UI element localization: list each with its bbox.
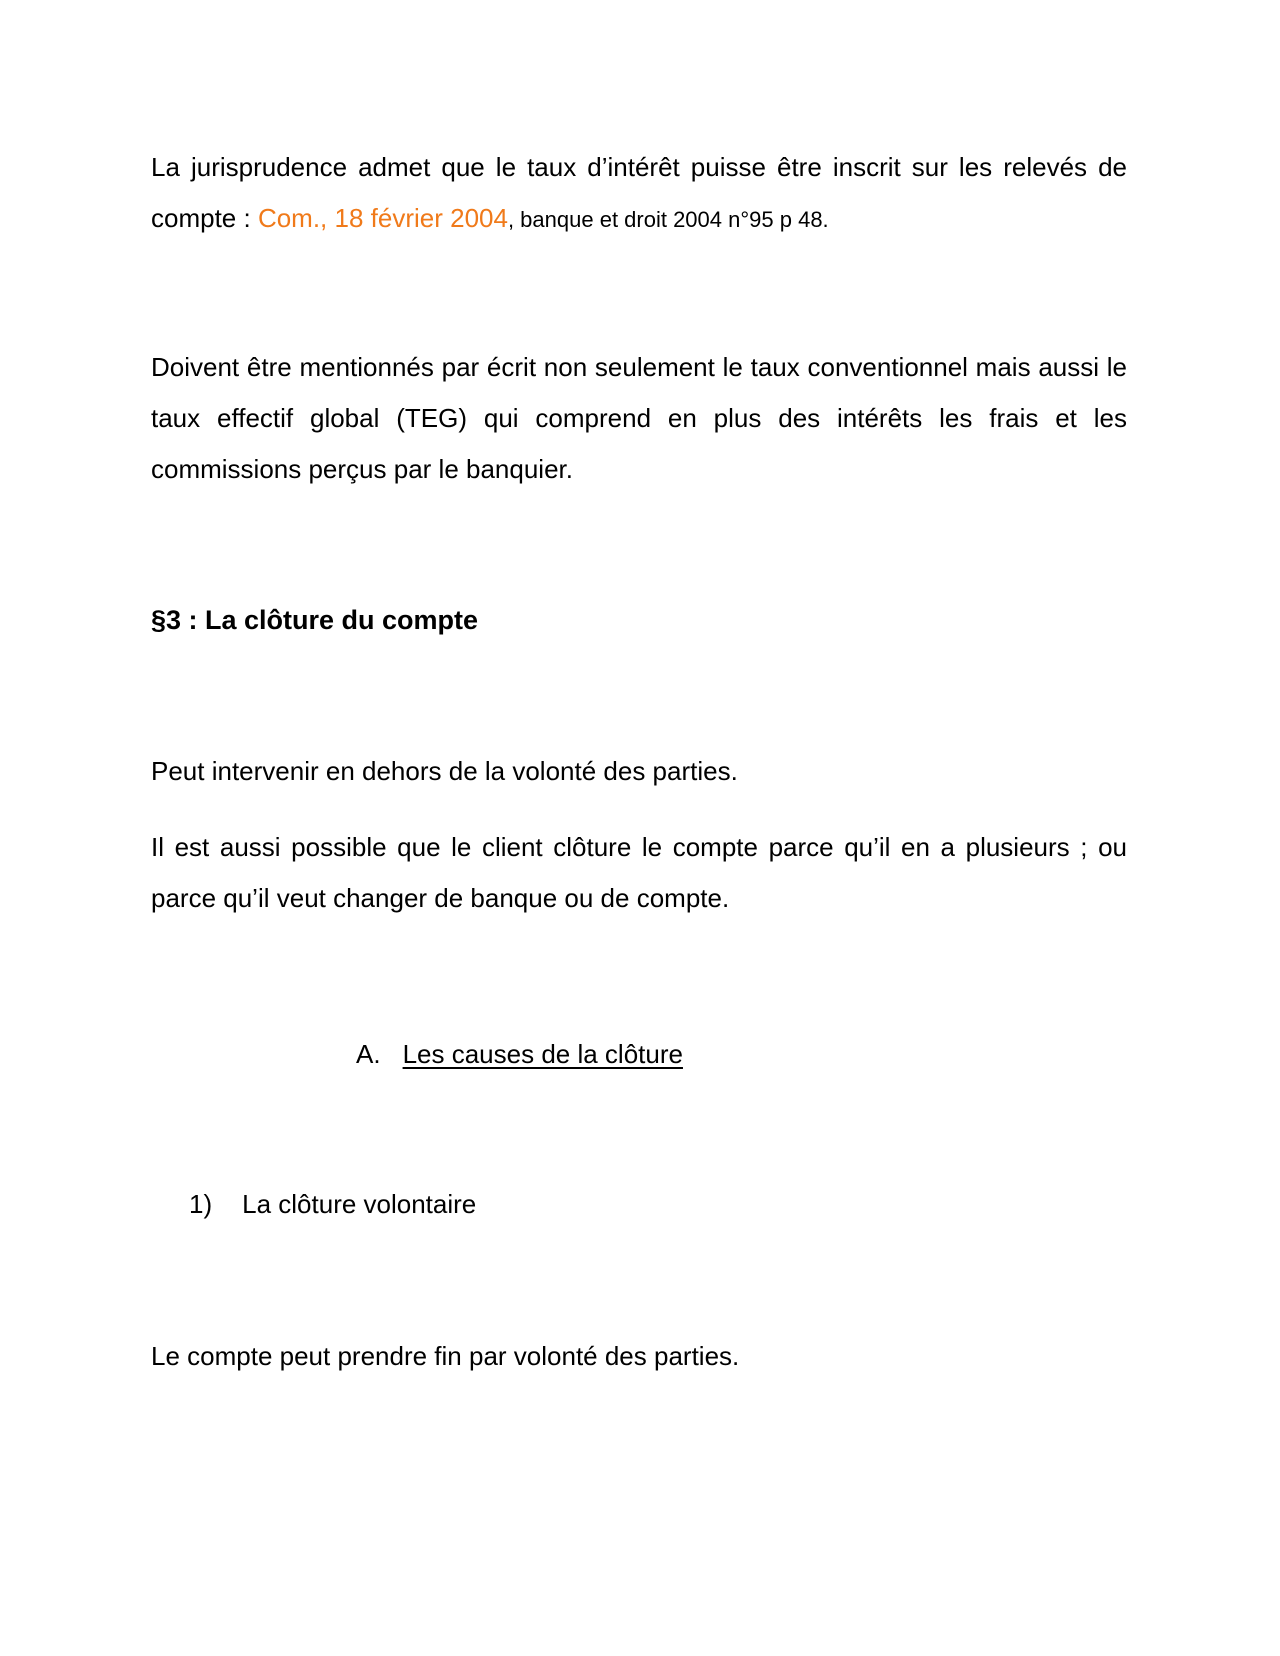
paragraph-voluntary-closure: Le compte peut prendre fin par volonté des parties. (151, 1341, 740, 1371)
citation-reference: , banque et droit 2004 n°95 p 48. (507, 207, 829, 232)
paragraph-interest-rate (151, 142, 1127, 245)
subsection-marker: A. (356, 1039, 381, 1069)
paragraph-client-closure: Il est aussi possible que le client clôture le compte parce qu’il en a plusieurs ; ou parce qu’il veut changer de banque ou de compte. (151, 832, 1127, 913)
paragraph-closure-intro: Peut intervenir en dehors de la volonté des parties. (151, 756, 738, 786)
subsubsection-marker: 1) (189, 1189, 213, 1219)
section-heading: §3 : La clôture du compte (151, 605, 479, 635)
subsection-title: Les causes de la clôture (402, 1039, 683, 1069)
paragraph-teg: Doivent être mentionnés par écrit non seulement le taux conventionnel mais aussi le taux effectif global (TEG) qui comprend en plus des intérêts les frais et les commissions perçus par le banquier. (151, 352, 1127, 484)
subsection-heading (356, 1034, 683, 1074)
case-citation: Com., 18 février 2004 (257, 203, 508, 233)
paragraph-text: La jurisprudence admet que le taux d’intérêt puisse être inscrit sur les relevés de compte : (151, 152, 1127, 233)
subsubsection-heading (189, 1184, 476, 1224)
subsubsection-title: La clôture volontaire (242, 1189, 477, 1219)
